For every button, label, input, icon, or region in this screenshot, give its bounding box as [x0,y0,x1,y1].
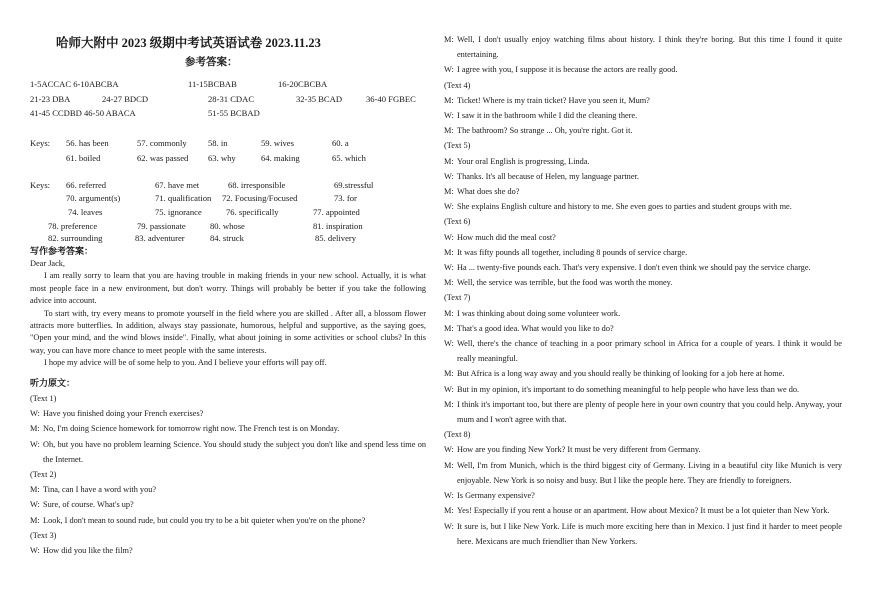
speaker-label: M: [444,506,454,516]
speaker-label: W: [444,232,454,242]
dialogue-text: Thanks. It's all because of Helen, my language partner. [457,171,639,181]
text-number-label: (Text 2) [30,470,57,480]
key-64: 64. making [261,153,300,163]
dialogue-line [444,93,842,108]
speaker-label: M: [444,399,454,409]
speaker-label: M: [30,515,40,525]
dialogue-line [444,488,842,503]
key-62: 62. was passed [137,153,189,163]
text-number-label: (Text 8) [444,430,471,440]
key-70: 70. argument(s) [66,193,121,203]
dialogue-text: Is Germany expensive? [457,491,535,501]
dialogue-text: Your oral English is progressing, Linda. [457,156,590,166]
listening-transcript-left [30,391,426,558]
dialogue-line [30,406,426,421]
dialogue-text: Well, there's the chance of teaching in a poor primary school in Africa for a couple of years. I think it would be really meaningful. [457,339,842,364]
speaker-label: W: [30,500,40,510]
keys-label: Keys: [30,138,51,148]
dialogue-text: But Africa is a long way away and you should really be thinking of looking for a job here at home. [457,369,785,379]
dialogue-text: Ha ... twenty-five pounds each. That's very expensive. I don't even think we should pay the service charge. [457,263,811,273]
speaker-label: M: [444,156,454,166]
speaker-label: M: [444,35,454,44]
dialogue-text: Have you finished doing your French exercises? [43,409,204,419]
speaker-label: W: [444,339,454,349]
key-74: 74. leaves [68,207,103,217]
key-85: 85. delivery [315,233,357,243]
dialogue-line [444,260,842,275]
key-71: 71. qualification [155,193,212,203]
salutation: Dear Jack, [30,259,66,268]
speaker-label: W: [444,171,454,181]
dialogue-text: It sure is, but I like New York. Life is much more exciting here than in Mexico. I just find it harder to meet people here. Mexicans are much friendlier than New Yorkers. [457,521,842,546]
speaker-label: W: [444,111,454,121]
key-60: 60. a [332,138,349,148]
text-number-label: (Text 1) [30,394,57,403]
dialogue-text: What does she do? [457,187,520,197]
dialogue-text: Oh, but you have no problem learning Science. You should study the subject you don't like and spend less time on the Internet. [43,439,426,464]
dialogue-line [444,382,842,397]
dialogue-text: Well, the service was terrible, but the food was worth the money. [457,278,673,288]
key-84: 84. struck [210,233,244,243]
key-82: 82. surrounding [48,233,103,243]
dialogue-line [444,458,842,488]
text-number-label: (Text 6) [444,217,471,227]
dialogue-text: I agree with you, I suppose it is because the actors are really good. [457,65,678,75]
answer-36-40: 36-40 FGBEC [366,94,416,104]
dialogue-line [444,230,842,245]
speaker-label: M: [444,460,454,470]
dialogue-line [444,108,842,123]
key-68: 68. irresponsible [228,180,286,190]
speaker-label: M: [30,424,40,434]
dialogue-text: But in my opinion, it's important to do something meaningful to help people who have less than we do. [457,384,800,394]
speaker-label: W: [444,521,454,531]
dialogue-line [30,437,426,467]
dialogue-text: It was fifty pounds all together, including 8 pounds of service charge. [457,247,688,257]
speaker-label: W: [30,409,40,419]
dialogue-line [444,32,842,62]
key-69: 69.stressful [334,180,374,190]
keys-label-2: Keys: [30,180,51,190]
dialogue-text: Ticket! Where is my train ticket? Have you seen it, Mum? [457,95,650,105]
dialogue-line [444,199,842,214]
writing-paragraph-3: I hope my advice will be of some help to you. And I believe your efforts will pay off. [44,358,327,368]
answer-key-heading: 参考答案： [185,57,238,68]
dialogue-text: How are you finding New York? It must be very different from Germany. [457,445,701,455]
dialogue-line [444,123,842,138]
speaker-label: W: [444,202,454,212]
dialogue-line [30,543,426,558]
answer-51-55: 51-55 BCBAD [208,108,260,118]
key-78: 78. preference [48,221,98,231]
dialogue-line [30,421,426,436]
dialogue-line [444,366,842,381]
listening-transcript-right [444,32,842,549]
dialogue-line [444,306,842,321]
speaker-label: W: [444,65,454,75]
dialogue-text: How much did the meal cost? [457,232,556,242]
writing-paragraph-2: To start with, try every means to promote yourself in the field where you are skilled . After all, a blossom flower attracts more butterflies. In addition, always stay passionate, humorous, helpful and supportive, as the saying goes, "Open your mind, and the wind blows inside". Finally, what about joining in some activities or school clubs? In this way, you can have more chance to meet people with the same interests. [30,308,426,355]
speaker-label: M: [444,95,454,105]
key-76: 76. specifically [226,207,279,217]
dialogue-text: Tina, can I have a word with you? [43,485,157,495]
dialogue-text: Yes! Especially if you rent a house or an apartment. How about Mexico? It must be a lot quieter than New York. [457,506,830,516]
key-73: 73. for [334,193,357,203]
speaker-label: M: [444,278,454,288]
key-81: 81. inspiration [313,221,363,231]
key-65: 65. which [332,153,366,163]
dialogue-text: No, I'm doing Science homework for tomorrow right now. The French test is on Monday. [43,424,340,434]
key-67: 67. have met [155,180,200,190]
key-72: 72. Focusing/Focused [222,193,298,203]
dialogue-line [444,336,842,366]
dialogue-line [444,62,842,77]
text-number-label: (Text 3) [30,530,57,540]
key-75: 75. ignorance [155,207,202,217]
listening-heading: 听力原文： [30,378,76,388]
writing-heading: 写作参考答案： [30,246,94,256]
dialogue-line [444,397,842,427]
speaker-label: W: [30,546,40,556]
key-63: 63. why [208,153,236,163]
writing-paragraph-1: I am really sorry to learn that you are having trouble in making friends in your new school. Actually, it is what most people face in a new environment, but don't worry. Things will probably be better if you take the following advice into account. [30,271,426,306]
key-56: 56. has been [66,138,109,148]
dialogue-line [30,497,426,512]
answer-28-31: 28-31 CDAC [208,94,255,104]
speaker-label: M: [444,323,454,333]
key-83: 83. adventurer [135,233,185,243]
speaker-label: M: [444,308,454,318]
dialogue-text: Look, I don't mean to sound rude, but could you try to be a bit quieter when you're on the phone? [43,515,366,525]
answer-11-15: 11-15BCBAB [188,79,237,89]
key-58: 58. in [208,138,228,148]
speaker-label: W: [444,445,454,455]
dialogue-line [444,442,842,457]
text-number-label: (Text 7) [444,293,471,303]
speaker-label: M: [444,369,454,379]
answer-16-20: 16-20CBCBA [278,79,328,89]
dialogue-text: I saw it in the bathroom while I did the cleaning there. [457,111,638,121]
text-number-label: (Text 4) [444,80,471,90]
key-57: 57. commonly [137,138,187,148]
dialogue-line [444,321,842,336]
speaker-label: W: [444,384,454,394]
dialogue-text: I was thinking about doing some volunteer work. [457,308,621,318]
dialogue-text: Well, I'm from Munich, which is the third biggest city of Germany. Living in a beautiful city like Munich is very enjoyable. New York is so noisy and busy. But I like the people here. They are friendly to foreigners. [457,460,842,485]
dialogue-line [444,245,842,260]
key-59: 59. wives [261,138,294,148]
answer-32-35: 32-35 BCAD [296,94,343,104]
dialogue-line [30,482,426,497]
dialogue-line [444,184,842,199]
speaker-label: W: [30,439,40,449]
speaker-label: M: [30,485,40,495]
dialogue-line [444,275,842,290]
key-61: 61. boiled [66,153,101,163]
dialogue-line [444,519,842,549]
speaker-label: M: [444,187,454,197]
writing-sample [30,258,426,370]
dialogue-line [444,154,842,169]
dialogue-line [30,513,426,528]
dialogue-text: Well, I don't usually enjoy watching films about history. I think they're boring. But this time I found it quite entertaining. [457,35,842,60]
dialogue-text: The bathroom? So strange ... Oh, you're right. Got it. [457,126,633,136]
document-title: 哈师大附中 2023 级期中考试英语试卷 2023.11.23 [56,36,321,50]
dialogue-line [444,503,842,518]
speaker-label: M: [444,126,454,136]
text-number-label: (Text 5) [444,141,471,151]
speaker-label: M: [444,247,454,257]
answer-41-50: 41-45 CCDBD 46-50 ABACA [30,108,136,118]
answer-1-10: 1-5ACCAC 6-10ABCBA [30,79,119,89]
dialogue-line [444,169,842,184]
dialogue-text: She explains English culture and history to me. She even goes to parties and student groups with me. [457,202,792,212]
answer-24-27: 24-27 BDCD [102,94,149,104]
answer-21-23: 21-23 DBA [30,94,71,104]
key-80: 80. whose [210,221,245,231]
key-66: 66. referred [66,180,107,190]
key-79: 79. passionate [137,221,186,231]
dialogue-text: Sure, of course. What's up? [43,500,134,510]
speaker-label: W: [444,263,454,273]
dialogue-text: How did you like the film? [43,546,133,556]
dialogue-text: That's a good idea. What would you like to do? [457,323,614,333]
speaker-label: W: [444,491,454,501]
key-77: 77. appointed [313,207,360,217]
dialogue-text: I think it's important too, but there are plenty of people here in your own country that you could help. Anyway, your mum and I won't agree with that. [457,399,842,425]
